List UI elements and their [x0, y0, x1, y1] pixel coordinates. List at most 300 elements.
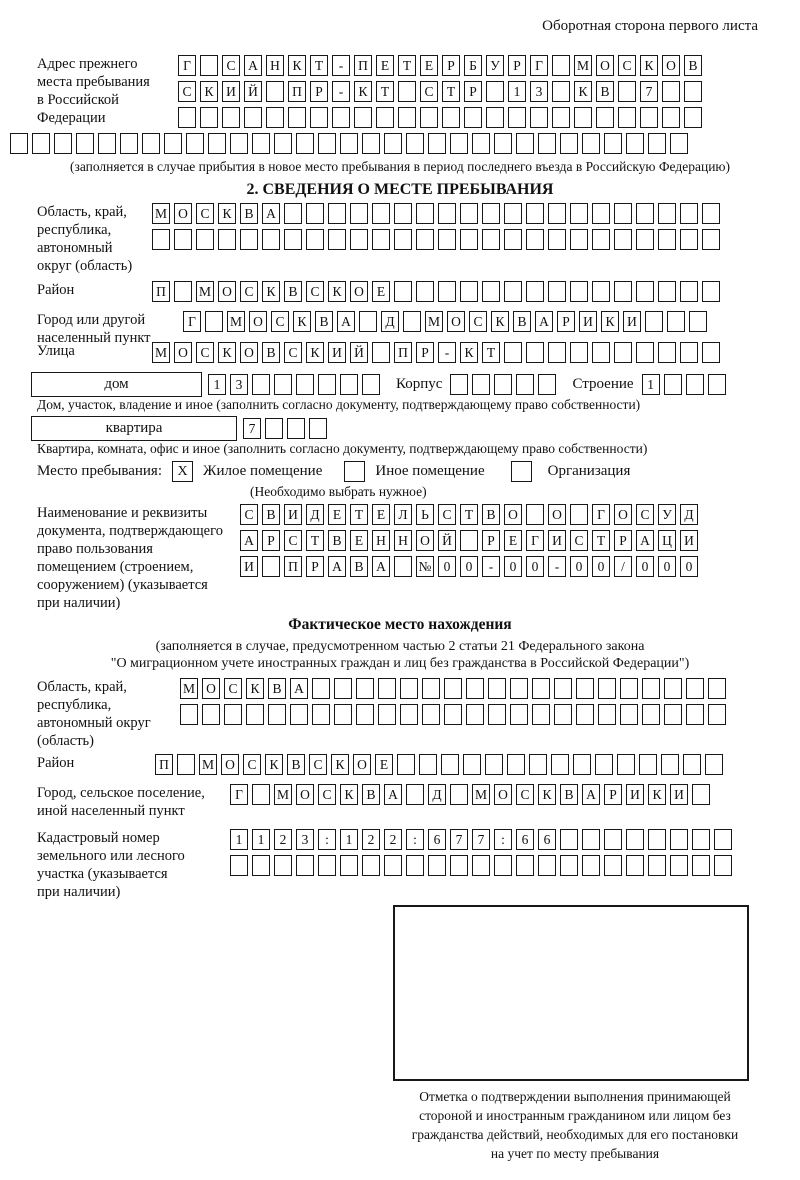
char-cell: [680, 229, 698, 250]
char-cell: К: [640, 55, 658, 76]
char-cell: [714, 855, 732, 876]
char-cell: А: [384, 784, 402, 805]
previous-address-block: [0, 55, 800, 133]
char-cell: [552, 107, 570, 128]
char-cell: 2: [384, 829, 402, 850]
char-cell: Р: [508, 55, 526, 76]
char-cell: [658, 203, 676, 224]
char-cell: [529, 754, 547, 775]
char-cell: [350, 229, 368, 250]
char-cell: [620, 704, 638, 725]
char-cell: :: [406, 829, 424, 850]
char-cell: [680, 203, 698, 224]
char-cell: [398, 107, 416, 128]
char-cell: [428, 855, 446, 876]
char-cell: Д: [306, 504, 324, 525]
text-line: "О миграционном учете иностранных граждан и лиц без гражданства в Российской Федерации"): [110, 656, 690, 671]
region-row-2: [152, 229, 724, 250]
char-cell: [450, 784, 468, 805]
korpus-label: Корпус: [396, 376, 443, 392]
char-cell: [466, 704, 484, 725]
char-cell: [359, 311, 377, 332]
char-cell: 2: [362, 829, 380, 850]
char-cell: А: [337, 311, 355, 332]
text-line: округ (область): [37, 258, 133, 274]
char-cell: [576, 704, 594, 725]
char-cell: П: [354, 55, 372, 76]
char-cell: [504, 203, 522, 224]
char-cell: И: [680, 530, 698, 551]
char-cell: И: [670, 784, 688, 805]
char-cell: [662, 81, 680, 102]
char-cell: [356, 704, 374, 725]
text-line: автономный: [37, 240, 113, 256]
char-cell: 1: [252, 829, 270, 850]
char-cell: О: [662, 55, 680, 76]
char-cell: [702, 342, 720, 363]
cadastre-row-2: [230, 855, 736, 876]
char-cell: [548, 342, 566, 363]
confirmation-stamp-caption: [340, 1087, 800, 1163]
char-cell: [595, 754, 613, 775]
char-cell: К: [601, 311, 619, 332]
char-cell: И: [284, 504, 302, 525]
char-cell: [230, 133, 248, 154]
house-number-cells: [208, 374, 384, 395]
char-cell: [420, 107, 438, 128]
char-cell: [376, 107, 394, 128]
char-cell: С: [618, 55, 636, 76]
char-cell: [648, 133, 666, 154]
text-line: в Российской: [37, 92, 119, 108]
char-cell: [664, 678, 682, 699]
char-cell: [574, 107, 592, 128]
char-cell: К: [200, 81, 218, 102]
text-line: сооружением) (указывается: [37, 577, 208, 593]
char-cell: А: [290, 678, 308, 699]
char-cell: [208, 133, 226, 154]
option-residential-label: Жилое помещение: [203, 463, 323, 479]
document-row-3: [240, 556, 702, 577]
char-cell: К: [218, 342, 236, 363]
previous-address-row-2: [178, 81, 706, 102]
char-cell: [604, 855, 622, 876]
char-cell: Г: [526, 530, 544, 551]
text-line: земельного или лесного: [37, 848, 185, 864]
char-cell: -: [332, 81, 350, 102]
char-cell: С: [438, 504, 456, 525]
char-cell: [266, 107, 284, 128]
char-cell: М: [472, 784, 490, 805]
char-cell: О: [174, 203, 192, 224]
char-cell: А: [535, 311, 553, 332]
char-cell: К: [648, 784, 666, 805]
char-cell: А: [582, 784, 600, 805]
char-cell: [362, 133, 380, 154]
char-cell: [202, 704, 220, 725]
char-cell: К: [574, 81, 592, 102]
char-cell: [177, 754, 195, 775]
char-cell: [460, 530, 478, 551]
text-line: места пребывания: [37, 74, 150, 90]
char-cell: [642, 678, 660, 699]
char-cell: [397, 754, 415, 775]
char-cell: 3: [530, 81, 548, 102]
char-cell: [582, 829, 600, 850]
char-cell: Т: [376, 81, 394, 102]
char-cell: 1: [208, 374, 226, 395]
char-cell: Й: [244, 81, 262, 102]
document-row-1: [240, 504, 702, 525]
char-cell: [306, 229, 324, 250]
district-row: [152, 281, 724, 302]
char-cell: [702, 203, 720, 224]
char-cell: [596, 107, 614, 128]
district-label: Район: [37, 282, 75, 298]
char-cell: В: [262, 342, 280, 363]
char-cell: [692, 784, 710, 805]
char-cell: Р: [614, 530, 632, 551]
text-line: Область, край,: [37, 204, 127, 220]
char-cell: С: [284, 342, 302, 363]
char-cell: [570, 504, 588, 525]
char-cell: [705, 754, 723, 775]
char-cell: [661, 754, 679, 775]
char-cell: [318, 855, 336, 876]
text-line: республика,: [37, 697, 112, 713]
char-cell: 0: [438, 556, 456, 577]
char-cell: [708, 374, 726, 395]
char-cell: [218, 229, 236, 250]
flat-number-cells: [243, 418, 331, 439]
char-cell: [288, 107, 306, 128]
char-cell: Ц: [658, 530, 676, 551]
actual-location-title: Фактическое место нахождения: [288, 616, 512, 633]
char-cell: [472, 133, 490, 154]
char-cell: В: [513, 311, 531, 332]
text-line: право пользования: [37, 541, 153, 557]
char-cell: [464, 107, 482, 128]
char-cell: [274, 374, 292, 395]
char-cell: -: [332, 55, 350, 76]
char-cell: К: [328, 281, 346, 302]
char-cell: [290, 704, 308, 725]
char-cell: [618, 107, 636, 128]
char-cell: [552, 55, 570, 76]
char-cell: 6: [516, 829, 534, 850]
char-cell: [604, 133, 622, 154]
street-label: Улица: [37, 343, 75, 359]
char-cell: О: [548, 504, 566, 525]
char-cell: [636, 342, 654, 363]
char-cell: С: [243, 754, 261, 775]
text-line: на учет по месту пребывания: [490, 1146, 660, 1161]
char-cell: [328, 229, 346, 250]
char-cell: [310, 107, 328, 128]
char-cell: Л: [394, 504, 412, 525]
char-cell: [582, 133, 600, 154]
text-line: при наличии): [37, 595, 121, 611]
char-cell: [658, 229, 676, 250]
char-cell: [482, 203, 500, 224]
char-cell: Д: [428, 784, 446, 805]
char-cell: В: [482, 504, 500, 525]
char-cell: [714, 829, 732, 850]
char-cell: М: [574, 55, 592, 76]
char-cell: [576, 678, 594, 699]
char-cell: Р: [557, 311, 575, 332]
char-cell: Т: [306, 530, 324, 551]
char-cell: [406, 855, 424, 876]
option-organization-label: Организация: [547, 463, 631, 479]
char-cell: А: [636, 530, 654, 551]
char-cell: [450, 374, 468, 395]
char-cell: И: [240, 556, 258, 577]
char-cell: [626, 855, 644, 876]
flat-caption: Квартира, комната, офис и иное (заполнить согласно документу, подтверждающему право собственности): [37, 441, 648, 456]
cadastre-block: [0, 829, 800, 901]
char-cell: [76, 133, 94, 154]
char-cell: С: [178, 81, 196, 102]
char-cell: 2: [274, 829, 292, 850]
char-cell: У: [486, 55, 504, 76]
char-cell: [639, 754, 657, 775]
char-cell: [362, 855, 380, 876]
char-cell: [538, 374, 556, 395]
char-cell: [416, 229, 434, 250]
text-line: Отметка о подтверждении выполнения принимающей: [419, 1089, 731, 1104]
char-cell: В: [262, 504, 280, 525]
char-cell: Р: [416, 342, 434, 363]
char-cell: [617, 754, 635, 775]
char-cell: О: [350, 281, 368, 302]
char-cell: [422, 678, 440, 699]
char-cell: П: [152, 281, 170, 302]
text-line: при наличии): [37, 884, 121, 900]
char-cell: С: [284, 530, 302, 551]
region3-label: [0, 678, 180, 750]
char-cell: О: [614, 504, 632, 525]
stroenie-label: Строение: [572, 376, 634, 392]
char-cell: [526, 203, 544, 224]
char-cell: [350, 203, 368, 224]
char-cell: [548, 281, 566, 302]
document-row-2: [240, 530, 702, 551]
text-line: документа, подтверждающего: [37, 523, 223, 539]
char-cell: [708, 678, 726, 699]
char-cell: [174, 229, 192, 250]
char-cell: П: [288, 81, 306, 102]
char-cell: К: [354, 81, 372, 102]
char-cell: [642, 704, 660, 725]
char-cell: [287, 418, 305, 439]
char-cell: [670, 133, 688, 154]
cadastre-label: [0, 829, 230, 901]
street-block: [0, 342, 800, 368]
text-line: гражданства действий, необходимых для его постановки: [411, 1127, 739, 1142]
stroenie-cells: [642, 374, 730, 395]
text-line: (область): [37, 733, 94, 749]
char-cell: [485, 754, 503, 775]
char-cell: Г: [183, 311, 201, 332]
char-cell: [200, 107, 218, 128]
char-cell: В: [240, 203, 258, 224]
char-cell: К: [288, 55, 306, 76]
char-cell: [274, 133, 292, 154]
char-cell: [516, 133, 534, 154]
char-cell: [332, 107, 350, 128]
flat-field-box: квартира: [31, 416, 237, 441]
char-cell: К: [491, 311, 509, 332]
char-cell: [526, 281, 544, 302]
region3-block: [0, 678, 800, 750]
char-cell: [205, 311, 223, 332]
char-cell: [252, 784, 270, 805]
char-cell: Р: [604, 784, 622, 805]
char-cell: [504, 281, 522, 302]
char-cell: П: [394, 342, 412, 363]
char-cell: С: [469, 311, 487, 332]
char-cell: [510, 678, 528, 699]
char-cell: [463, 754, 481, 775]
text-line: иной населенный пункт: [37, 803, 185, 819]
char-cell: [186, 133, 204, 154]
char-cell: А: [372, 556, 390, 577]
char-cell: С: [420, 81, 438, 102]
char-cell: М: [425, 311, 443, 332]
char-cell: [262, 556, 280, 577]
char-cell: К: [262, 281, 280, 302]
char-cell: К: [460, 342, 478, 363]
char-cell: О: [494, 784, 512, 805]
char-cell: Е: [350, 530, 368, 551]
char-cell: [667, 311, 685, 332]
city-block: [0, 311, 800, 346]
char-cell: 0: [658, 556, 676, 577]
text-line: Кадастровый номер: [37, 830, 160, 846]
char-cell: В: [362, 784, 380, 805]
char-cell: [416, 203, 434, 224]
text-line: Наименование и реквизиты: [37, 505, 208, 521]
city3-row: [230, 784, 714, 805]
char-cell: [441, 754, 459, 775]
text-line: Область, край,: [37, 679, 127, 695]
char-cell: [573, 754, 591, 775]
korpus-cells: [450, 374, 560, 395]
char-cell: Е: [375, 754, 393, 775]
previous-address-row-3: [178, 107, 706, 128]
street-row: [152, 342, 724, 363]
char-cell: 7: [450, 829, 468, 850]
previous-address-row-1: [178, 55, 706, 76]
char-cell: [246, 704, 264, 725]
char-cell: 1: [508, 81, 526, 102]
char-cell: Е: [420, 55, 438, 76]
char-cell: С: [306, 281, 324, 302]
flat-row: [31, 416, 800, 441]
char-cell: [488, 704, 506, 725]
char-cell: [318, 133, 336, 154]
char-cell: В: [684, 55, 702, 76]
char-cell: Т: [310, 55, 328, 76]
char-cell: С: [516, 784, 534, 805]
char-cell: [400, 704, 418, 725]
text-line: помещением (строением,: [37, 559, 194, 575]
char-cell: А: [328, 556, 346, 577]
char-cell: С: [196, 203, 214, 224]
char-cell: О: [416, 530, 434, 551]
char-cell: [507, 754, 525, 775]
char-cell: Т: [482, 342, 500, 363]
char-cell: [372, 229, 390, 250]
char-cell: [592, 229, 610, 250]
char-cell: [296, 855, 314, 876]
char-cell: [494, 855, 512, 876]
char-cell: :: [318, 829, 336, 850]
char-cell: [284, 229, 302, 250]
char-cell: [312, 704, 330, 725]
char-cell: [670, 855, 688, 876]
text-line: населенный пункт: [37, 330, 151, 346]
char-cell: [309, 418, 327, 439]
char-cell: Р: [442, 55, 460, 76]
char-cell: Г: [178, 55, 196, 76]
char-cell: [598, 704, 616, 725]
char-cell: У: [658, 504, 676, 525]
char-cell: [472, 855, 490, 876]
char-cell: 1: [230, 829, 248, 850]
char-cell: М: [199, 754, 217, 775]
char-cell: [328, 203, 346, 224]
char-cell: [592, 203, 610, 224]
char-cell: [504, 342, 522, 363]
char-cell: [438, 229, 456, 250]
district3-label: Район: [37, 755, 75, 771]
confirmation-stamp-box: [393, 905, 749, 1081]
char-cell: [538, 133, 556, 154]
char-cell: [636, 281, 654, 302]
char-cell: [354, 107, 372, 128]
char-cell: О: [447, 311, 465, 332]
char-cell: [450, 855, 468, 876]
char-cell: Е: [372, 504, 390, 525]
char-cell: [274, 855, 292, 876]
char-cell: К: [265, 754, 283, 775]
char-cell: Е: [372, 281, 390, 302]
char-cell: [450, 133, 468, 154]
char-cell: И: [623, 311, 641, 332]
city-row: [183, 311, 711, 332]
char-cell: С: [222, 55, 240, 76]
char-cell: [98, 133, 116, 154]
char-cell: О: [202, 678, 220, 699]
char-cell: [626, 829, 644, 850]
char-cell: 7: [243, 418, 261, 439]
char-cell: [372, 342, 390, 363]
actual-location-note: [0, 638, 800, 672]
char-cell: Т: [398, 55, 416, 76]
region-row-1: [152, 203, 724, 224]
char-cell: [488, 678, 506, 699]
char-cell: А: [240, 530, 258, 551]
district-block: [0, 281, 800, 307]
char-cell: К: [306, 342, 324, 363]
region3-row-1: [180, 678, 730, 699]
char-cell: [120, 133, 138, 154]
checkbox-organization: [511, 461, 532, 482]
house-field-box: дом: [31, 372, 202, 397]
char-cell: [582, 855, 600, 876]
